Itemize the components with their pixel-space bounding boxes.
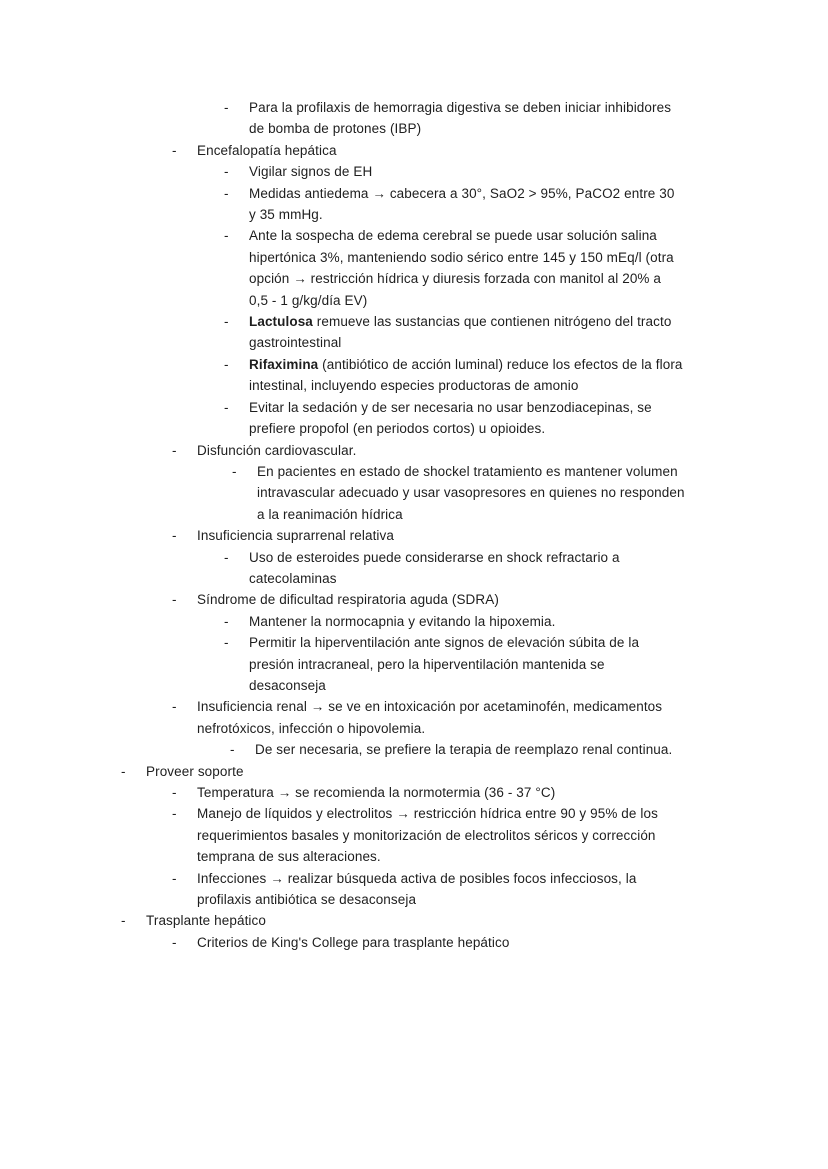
list-item <box>0 739 828 760</box>
bullet-dash-icon: - <box>224 356 229 372</box>
list-item-line: Infecciones → realizar búsqueda activa de posibles focos infecciosos, la <box>197 870 637 886</box>
list-item-text <box>249 97 671 140</box>
list-item-text <box>249 161 372 182</box>
list-item-line: En pacientes en estado de shockel tratamiento es mantener volumen <box>257 463 678 479</box>
bullet-dash-icon: - <box>172 785 177 800</box>
bullet-dash-icon: - <box>224 185 229 201</box>
list-item <box>0 354 828 397</box>
list-item-line: catecolaminas <box>249 570 337 586</box>
list-item-text <box>257 461 685 525</box>
list-item-line: Uso de esteroides puede considerarse en shock refractario a <box>249 549 620 565</box>
list-item-text <box>197 525 394 546</box>
list-item <box>0 461 828 525</box>
list-item-line: Para la profilaxis de hemorragia digestiva se deben iniciar inhibidores <box>249 100 672 115</box>
list-item <box>0 611 828 632</box>
list-item-line: Encefalopatía hepática <box>197 142 337 158</box>
list-item-text <box>197 803 658 867</box>
list-item-line: profilaxis antibiótica se desaconseja <box>197 892 417 908</box>
list-item-line: Trasplante hepático <box>146 913 266 929</box>
list-item <box>0 225 828 311</box>
list-item-text <box>255 739 672 760</box>
list-item-text <box>249 225 674 311</box>
list-item <box>0 761 828 782</box>
bullet-dash-icon: - <box>172 934 177 950</box>
list-item-line: Vigilar signos de EH <box>249 164 373 180</box>
list-item <box>0 803 828 867</box>
bullet-dash-icon: - <box>224 314 229 330</box>
list-item-line: y 35 mmHg. <box>249 207 323 223</box>
list-item-line: desaconseja <box>249 677 326 693</box>
bullet-dash-icon: - <box>172 142 177 158</box>
list-item-line: nefrotóxicos, infección o hipovolemia. <box>197 720 426 736</box>
bullet-dash-icon: - <box>121 763 126 779</box>
list-item-line: Evitar la sedación y de ser necesaria no usar benzodiacepinas, se <box>249 399 652 415</box>
list-item-line: De ser necesaria, se prefiere la terapia de reemplazo renal continua. <box>255 742 673 758</box>
list-item-line: Disfunción cardiovascular. <box>197 442 357 458</box>
bulleted-list <box>0 97 828 953</box>
list-item-line: remueve las sustancias que contienen nitrógeno del tracto <box>312 314 672 330</box>
list-item-text <box>249 397 652 440</box>
list-item <box>0 440 828 461</box>
list-item-line: Insuficiencia renal → se ve en intoxicación por acetaminofén, medicamentos <box>197 699 663 715</box>
list-item-line: 0,5 - 1 g/kg/día EV) <box>249 292 368 308</box>
list-item-line: Insuficiencia suprarrenal relativa <box>197 528 394 544</box>
bullet-dash-icon: - <box>172 442 177 458</box>
list-item-line: presión intracraneal, pero la hiperventilación mantenida se <box>249 656 605 672</box>
bullet-dash-icon: - <box>172 870 177 886</box>
list-item <box>0 696 828 739</box>
list-item-text <box>197 696 662 739</box>
list-item-line: intestinal, incluyendo especies productoras de amonio <box>249 378 579 394</box>
list-item <box>0 183 828 226</box>
bullet-dash-icon: - <box>224 100 229 115</box>
list-item <box>0 311 828 354</box>
list-item-line: Medidas antiedema → cabecera a 30°, SaO2 > 95%, PaCO2 entre 30 <box>249 185 675 201</box>
list-item-line: Mantener la normocapnia y evitando la hipoxemia. <box>249 613 556 629</box>
list-item-text <box>197 440 356 461</box>
list-item <box>0 632 828 696</box>
list-item-line: prefiere propofol (en periodos cortos) u opioides. <box>249 421 546 437</box>
list-item <box>0 868 828 911</box>
bullet-dash-icon: - <box>121 913 126 929</box>
bullet-dash-icon: - <box>224 549 229 565</box>
list-item-text <box>197 140 337 161</box>
bullet-dash-icon: - <box>172 592 177 608</box>
list-item <box>0 589 828 610</box>
list-item-text <box>197 868 636 911</box>
list-item <box>0 782 828 803</box>
list-item-line: de bomba de protones (IBP) <box>249 121 422 137</box>
list-item-line: Temperatura → se recomienda la normotermia (36 - 37 °C) <box>197 785 556 800</box>
list-item-line: gastrointestinal <box>249 335 342 351</box>
list-item-line: requerimientos basales y monitorización de electrolitos séricos y corrección <box>197 827 656 843</box>
list-item <box>0 932 828 953</box>
list-item-line: hipertónica 3%, manteniendo sodio sérico entre 145 y 150 mEq/l (otra <box>249 249 674 265</box>
list-item <box>0 397 828 440</box>
list-item-text <box>197 589 499 610</box>
list-item-text <box>249 547 620 590</box>
list-item-text <box>146 910 266 931</box>
list-item-line: intravascular adecuado y usar vasopresores en quienes no responden <box>257 485 685 501</box>
list-item-text <box>249 183 674 226</box>
list-item-line: Síndrome de dificultad respiratoria aguda (SDRA) <box>197 592 499 608</box>
list-item <box>0 525 828 546</box>
list-item-line: opción → restricción hídrica y diuresis forzada con manitol al 20% a <box>249 271 661 287</box>
bold-term: Lactulosa <box>249 314 313 330</box>
list-item-line: Manejo de líquidos y electrolitos → restricción hídrica entre 90 y 95% de los <box>197 806 658 822</box>
bullet-dash-icon: - <box>224 635 229 651</box>
list-item-text <box>249 611 555 632</box>
list-item <box>0 140 828 161</box>
list-item-line: Permitir la hiperventilación ante signos de elevación súbita de la <box>249 635 640 651</box>
bullet-dash-icon: - <box>172 528 177 544</box>
list-item <box>0 97 828 140</box>
bullet-dash-icon: - <box>224 164 229 180</box>
list-item-line: Ante la sospecha de edema cerebral se puede usar solución salina <box>249 228 657 244</box>
list-item <box>0 547 828 590</box>
list-item <box>0 910 828 931</box>
list-item-text <box>249 632 639 696</box>
list-item-text <box>249 354 683 397</box>
list-item-text <box>197 782 555 803</box>
list-item-text <box>146 761 244 782</box>
bold-term: Rifaximina <box>249 356 319 372</box>
list-item-line: (antibiótico de acción luminal) reduce los efectos de la flora <box>318 356 683 372</box>
list-item-line: temprana de sus alteraciones. <box>197 849 381 865</box>
bullet-dash-icon: - <box>232 463 237 479</box>
list-item-line: Proveer soporte <box>146 763 244 779</box>
bullet-dash-icon: - <box>230 742 235 758</box>
bullet-dash-icon: - <box>224 613 229 629</box>
list-item <box>0 161 828 182</box>
list-item-text <box>197 932 509 953</box>
bullet-dash-icon: - <box>224 228 229 244</box>
list-item-text <box>249 311 671 354</box>
list-item-line: Criterios de King's College para trasplante hepático <box>197 934 510 950</box>
bullet-dash-icon: - <box>172 699 177 715</box>
bullet-dash-icon: - <box>172 806 177 822</box>
list-item-line: a la reanimación hídrica <box>257 506 403 522</box>
bullet-dash-icon: - <box>224 399 229 415</box>
